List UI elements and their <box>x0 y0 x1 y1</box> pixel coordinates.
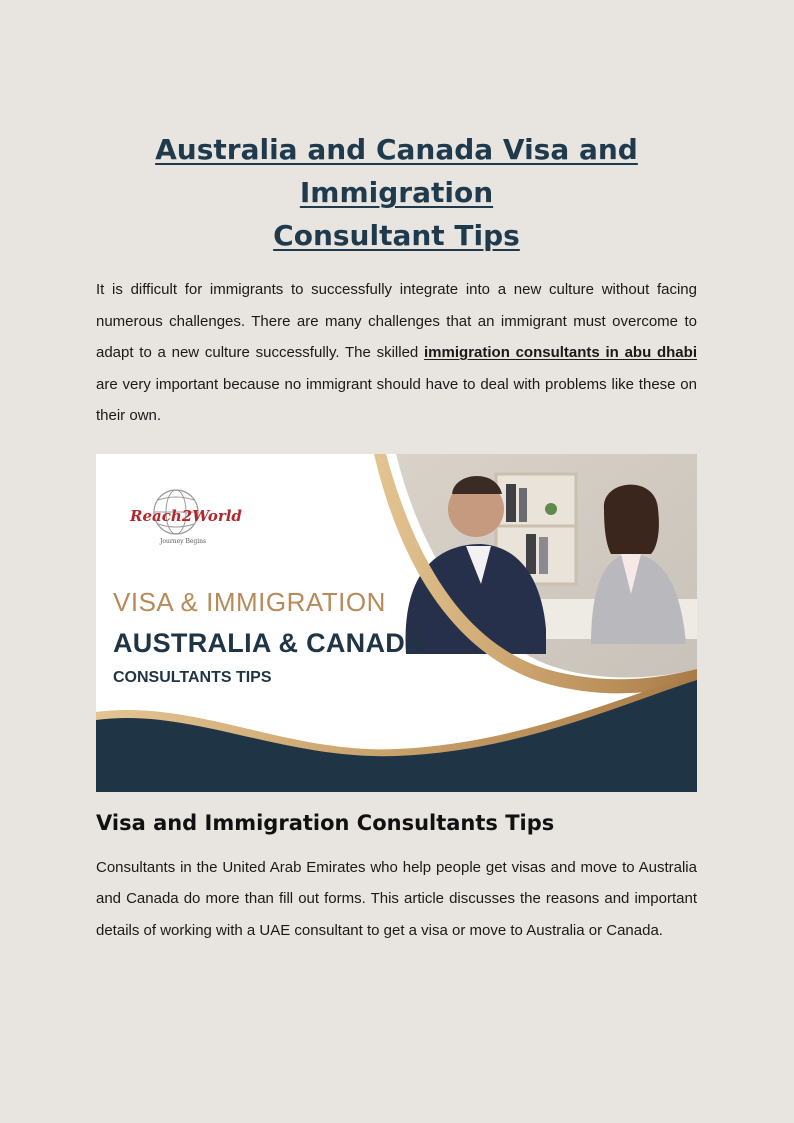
immigration-consultants-link[interactable]: immigration consultants in abu dhabi <box>424 344 697 361</box>
intro-text-before-link: It is difficult for immigrants to successfully integrate into a new culture without facing numerous challenges. There are many challenges that an immigrant must overcome to adapt to a new culture successfully. The skilled <box>96 281 697 361</box>
banner-line1: VISA & IMMIGRATION <box>113 586 386 617</box>
banner-line3: CONSULTANTS TIPS <box>113 668 272 686</box>
logo-tagline: Journey Begins <box>160 537 207 545</box>
page-title <box>96 128 697 257</box>
logo-name: Reach2World <box>130 506 242 525</box>
page-title-line1: Australia and Canada Visa and Immigration <box>155 133 638 209</box>
banner-line2: AUSTRALIA & CANADA <box>113 627 425 658</box>
banner-image <box>96 454 697 792</box>
banner-graphic <box>96 454 697 792</box>
intro-text-after-link: are very important because no immigrant should have to deal with problems like these on their own. <box>96 375 697 424</box>
page-title-line2: Consultant Tips <box>273 219 520 252</box>
section-paragraph: Consultants in the United Arab Emirates who help people get visas and move to Australia and Canada do more than fill out forms. This article discusses the reasons and important details of working with a UAE consultant to get a visa or move to Australia or Canada. <box>96 858 697 939</box>
section-heading: Visa and Immigration Consultants Tips <box>96 810 555 835</box>
intro-paragraph <box>96 274 697 432</box>
document-page <box>96 128 697 946</box>
